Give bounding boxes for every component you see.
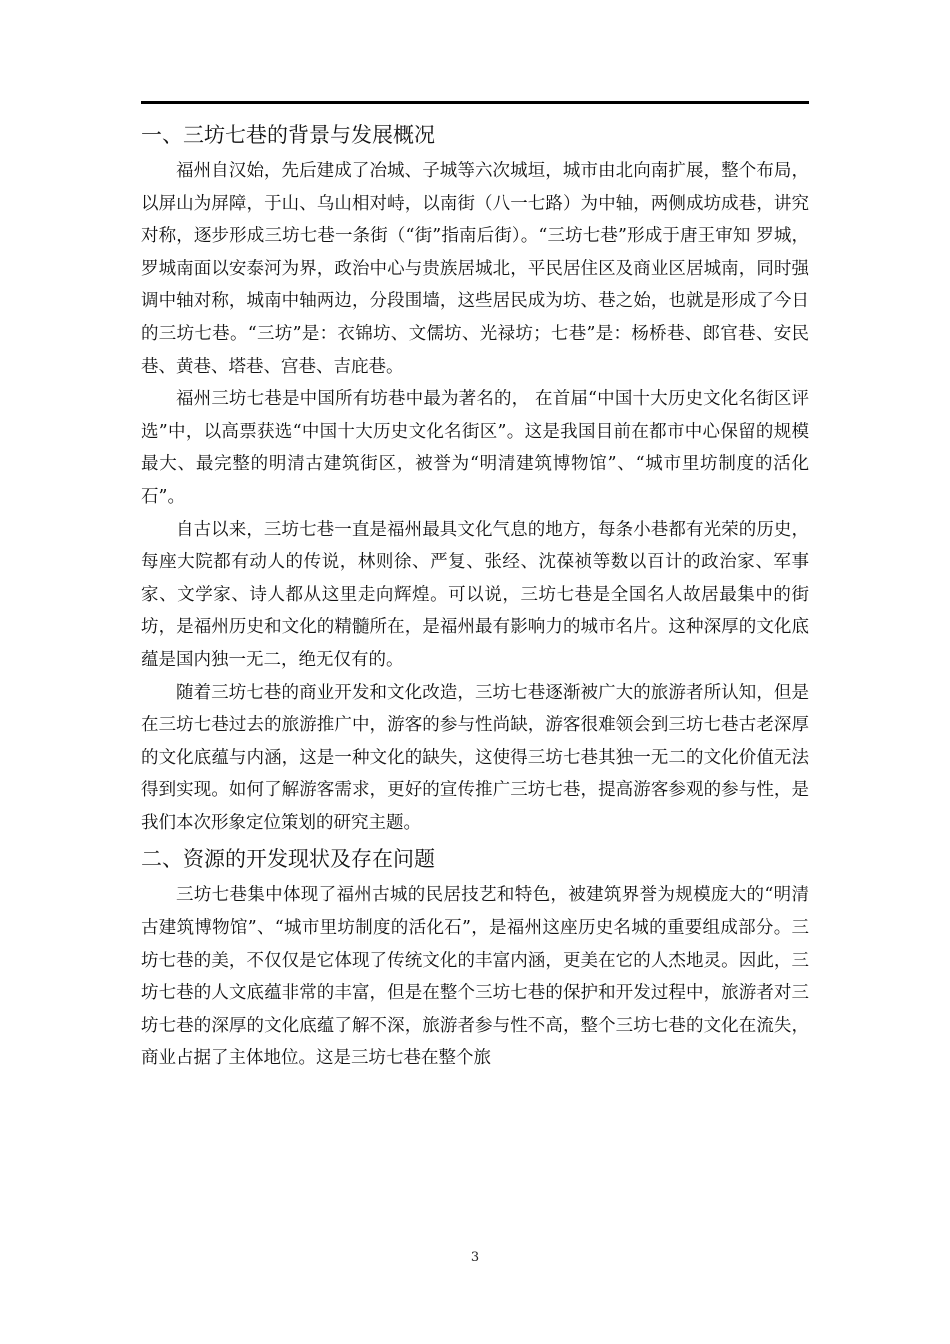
- header-rule: [141, 101, 809, 104]
- paragraph-fame: 福州三坊七巷是中国所有坊巷中最为著名的， 在首届“中国十大历史文化名街区评选”中，以高票获选“中国十大历史文化名街区”。这是我国目前在都市中心保留的规模最大、最完整的明清古建筑街区，被誉为“明清建筑博物馆”、“城市里坊制度的活化石”。: [141, 389, 809, 507]
- page-number: 3: [470, 1250, 480, 1265]
- paragraph-culture: 自古以来，三坊七巷一直是福州最具文化气息的地方，每条小巷都有光荣的历史，每座大院都有动人的传说，林则徐、严复、张经、沈葆祯等数以百计的政治家、军事家、文学家、诗人都从这里走向辉煌。可以说，三坊七巷是全国名人故居最集中的街坊，是福州历史和文化的精髓所在，是福州最有影响力的城市名片。这种深厚的文化底蕴是国内独一无二，绝无仅有的。: [141, 519, 809, 670]
- section-heading-background: 一、三坊七巷的背景与发展概况: [141, 123, 435, 147]
- paragraph-history: 福州自汉始，先后建成了冶城、子城等六次城垣，城市由北向南扩展，整个布局，以屏山为屏障，于山、乌山相对峙，以南街（八一七路）为中轴，两侧成坊成巷，讲究对称，逐步形成三坊七巷一条街（“街”指南后街）。“三坊七巷”形成于唐王审知 罗城，罗城南面以安泰河为界，政治中心与贵族居城北，平民居住区及商业区居城南，同时强调中轴对称，城南中轴两边，分段围墙，这些居民成为坊、巷之始，也就是形成了今日的三坊七巷。“三坊”是：衣锦坊、文儒坊、光禄坊；七巷”是：杨桥巷、郎官巷、安民巷、黄巷、塔巷、宫巷、吉庇巷。: [141, 161, 809, 377]
- section-heading-development: 二、资源的开发现状及存在问题: [141, 847, 435, 872]
- document-body: [141, 115, 809, 1075]
- paragraph-current-status: 三坊七巷集中体现了福州古城的民居技艺和特色，被建筑界誉为规模庞大的“明清古建筑博物馆”、“城市里坊制度的活化石”，是福州这座历史名城的重要组成部分。三坊七巷的美，不仅仅是它体现了传统文化的丰富内涵，更美在它的人杰地灵。因此，三坊七巷的人文底蕴非常的丰富，但是在整个三坊七巷的保护和开发过程中，旅游者对三坊七巷的深厚的文化底蕴了解不深，旅游者参与性不高，整个三坊七巷的文化在流失，商业占据了主体地位。这是三坊七巷在整个旅: [141, 885, 809, 1069]
- paragraph-tourism: 随着三坊七巷的商业开发和文化改造，三坊七巷逐渐被广大的旅游者所认知，但是在三坊七巷过去的旅游推广中，游客的参与性尚缺，游客很难领会到三坊七巷古老深厚的文化底蕴与内涵，这是一种文化的缺失，这使得三坊七巷其独一无二的文化价值无法得到实现。如何了解游客需求，更好的宣传推广三坊七巷，提高游客参观的参与性，是我们本次形象定位策划的研究主题。: [141, 682, 809, 833]
